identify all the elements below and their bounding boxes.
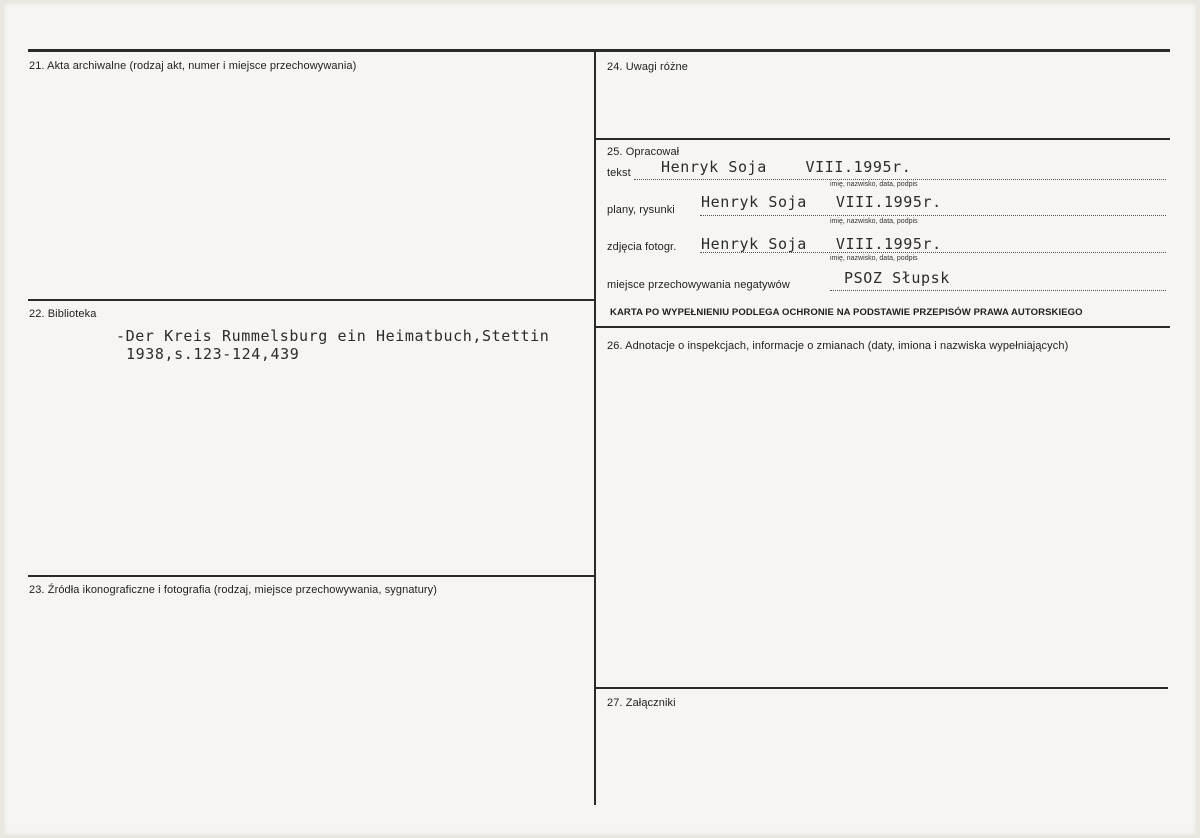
rule-22-23 [28, 575, 596, 577]
library-entry-line2: 1938,s.123-124,439 [126, 345, 300, 363]
section-21-label: 21. Akta archiwalne (rodzaj akt, numer i miejsce przechowywania) [29, 60, 357, 72]
section-22-label: 22. Biblioteka [29, 308, 97, 320]
row-plany-hint: imię, nazwisko, data, podpis [830, 218, 918, 225]
row-tekst-value: Henryk Soja VIII.1995r. [661, 158, 912, 176]
library-entry-line1: -Der Kreis Rummelsburg ein Heimatbuch,Stettin [116, 327, 550, 345]
negatives-label: miejsce przechowywania negatywów [607, 279, 790, 291]
section-27-label: 27. Załączniki [607, 697, 676, 709]
row-plany-value: Henryk Soja VIII.1995r. [701, 193, 942, 211]
center-divider [594, 49, 596, 805]
negatives-line [830, 290, 1166, 291]
rule-24-25 [596, 138, 1170, 140]
rule-26-27 [596, 687, 1168, 689]
copyright-notice: KARTA PO WYPEŁNIENIU PODLEGA OCHRONIE NA PODSTAWIE PRZEPISÓW PRAWA AUTORSKIEGO [610, 307, 1083, 318]
rule-21-22 [28, 299, 596, 301]
negatives-value: PSOZ Słupsk [844, 269, 950, 287]
row-zdjecia-hint: imię, nazwisko, data, podpis [830, 255, 918, 262]
top-rule [28, 49, 1170, 52]
row-tekst-label: tekst [607, 167, 631, 179]
row-plany-line [700, 215, 1166, 216]
section-23-label: 23. Źródła ikonograficzne i fotografia (rodzaj, miejsce przechowywania, sygnatury) [29, 584, 438, 596]
section-25-label: 25. Opracował [607, 146, 680, 158]
row-zdjecia-value: Henryk Soja VIII.1995r. [701, 235, 942, 253]
section-26-label: 26. Adnotacje o inspekcjach, informacje o zmianach (daty, imiona i nazwiska wypełniających) [607, 340, 1069, 352]
archival-record-card [4, 3, 1196, 835]
row-tekst-hint: imię, nazwisko, data, podpis [830, 181, 918, 188]
rule-25-26 [596, 326, 1170, 328]
section-24-label: 24. Uwagi różne [607, 61, 688, 73]
row-zdjecia-label: zdjęcia fotogr. [607, 241, 677, 253]
row-plany-label: plany, rysunki [607, 204, 675, 216]
row-tekst-line [634, 179, 1166, 180]
